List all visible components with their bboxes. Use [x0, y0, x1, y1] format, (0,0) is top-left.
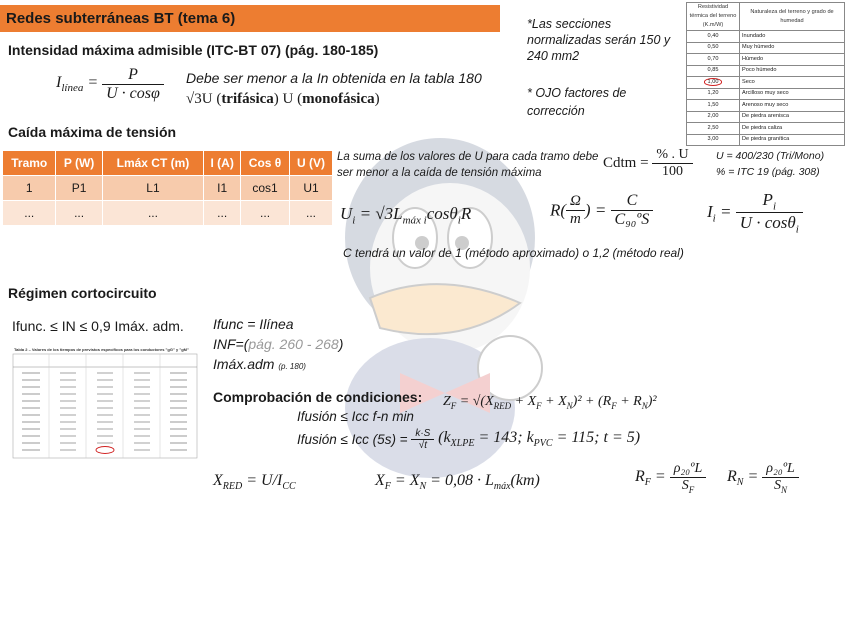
col-header: I (A): [204, 151, 240, 175]
fusion-condition-2: Ifusión ≤ Icc (5s) = $\frac{k\cdot S}{√t}$ ($k_{XLPE} = 143$; $k_{PVC} = 115$; t = 5): [297, 428, 641, 451]
zf-formula: $Z_F = √(X_{RED} + X_F + X_N)^2 + (R_F + R_N)^2$: [443, 394, 657, 411]
terrain-type: Arcilloso muy seco: [740, 88, 845, 100]
resistivity-value: 2,00: [687, 111, 740, 123]
resistivity-table: [686, 2, 845, 146]
terrain-type: De piedra arenisca: [740, 111, 845, 123]
sections-note: *Las secciones normalizadas serán 150 y 240 mm2: [527, 17, 671, 63]
terrain-type: Inundado: [740, 31, 845, 43]
c-value-note: C tendrá un valor de 1 (método aproximado) o 1,2 (método real): [343, 246, 684, 260]
highlight-circle: [96, 447, 114, 454]
resistivity-row: [687, 134, 845, 146]
xf-formula: $X_F = X_N = 0,08 \cdot L_{máx}(km)$: [375, 472, 540, 493]
resistivity-row: [687, 31, 845, 43]
intensity-note-line2: √3U (trifásica) U (monofásica): [186, 91, 380, 107]
table-cell: P1: [56, 176, 101, 200]
col-header: Tramo: [3, 151, 55, 175]
title-bar: [0, 5, 500, 32]
fuse-times-table-image: [12, 345, 198, 459]
ifunc-rule: Ifunc. ≤ IN ≤ 0,9 Imáx. adm.: [12, 318, 184, 334]
page-title: Redes subterráneas BT (tema 6): [6, 10, 236, 27]
resistivity-header-cell: Naturaleza del terreno y grado de humedad: [740, 3, 845, 31]
voltage-note: U = 400/230 (Tri/Mono): [716, 150, 825, 162]
conditions-heading: Comprobación de condiciones:: [213, 389, 423, 405]
correction-factors-note: * OJO factores de corrección: [527, 86, 627, 118]
rf-formula: $R_F$ = $\frac{\text{ρ₂₀ºL}}{S_F}$: [635, 461, 706, 495]
rn-formula: $R_N$ = $\frac{\text{ρ₂₀ºL}}{S_N}$: [727, 461, 799, 495]
voltage-drop-header-row: [3, 151, 332, 175]
resistivity-row: [687, 77, 845, 89]
inf-note: INF=(pág. 260 - 268): [213, 336, 344, 352]
ui-formula: $U_i = √3L_{máx i}\cos\theta_iR$: [340, 204, 472, 227]
table-row: [3, 201, 332, 225]
table-cell: L1: [103, 176, 204, 200]
table-cell: U1: [290, 176, 332, 200]
resistivity-header-row: [687, 3, 845, 31]
voltage-drop-heading: Caída máxima de tensión: [8, 124, 177, 140]
col-header: Lmáx CT (m): [103, 151, 204, 175]
intensity-heading: Intensidad máxima admisible (ITC-BT 07) (pág. 180-185): [8, 42, 379, 58]
sum-note: La suma de los valores de U para cada tramo debe ser menor a la caída de tensión máxima: [337, 151, 599, 179]
resistivity-header-cell: Resistividad térmica del terreno (K.m/W): [687, 3, 740, 31]
current-formula: $I_i$ = $\frac{P_i}{U \cdot \cos\theta_i}$: [707, 190, 803, 236]
table-row: [3, 176, 332, 200]
fusion-condition-1: Ifusión ≤ Icc f-n min: [297, 409, 414, 424]
table-cell: ...: [103, 201, 204, 225]
resistivity-row: [687, 100, 845, 112]
resistivity-value: 0,70: [687, 54, 740, 66]
terrain-type: De piedra caliza: [740, 123, 845, 135]
small-table-caption: Tabla 2 – Valores de los tiempos de previstos específicos para los conductores "gG" y "gM": [14, 347, 189, 352]
table-cell: 1: [3, 176, 55, 200]
resistivity-row: [687, 111, 845, 123]
table-cell: ...: [56, 201, 101, 225]
terrain-type: Muy húmedo: [740, 42, 845, 54]
highlight-circle: 1,00: [704, 78, 723, 86]
table-cell: cos1: [241, 176, 289, 200]
resistivity-value-highlighted: [687, 77, 740, 89]
col-header: U (V): [290, 151, 332, 175]
xred-formula: $X_{RED} = U/I_{CC}$: [213, 472, 296, 493]
cdtm-formula: Cdtm = $\frac{\% . U}{100}$: [603, 147, 693, 180]
col-header: P (W): [56, 151, 101, 175]
table-cell: ...: [204, 201, 240, 225]
resistivity-value: 0,40: [687, 31, 740, 43]
voltage-drop-table: [2, 150, 333, 226]
resistivity-row: [687, 65, 845, 77]
terrain-type: De piedra granítica: [740, 134, 845, 146]
intensity-formula: $I_{línea}$ = $\frac{P}{U \cdot \cos\varphi}$: [56, 66, 164, 103]
resistivity-value: 3,00: [687, 134, 740, 146]
resistivity-value: 0,50: [687, 42, 740, 54]
intensity-note-line1: Debe ser menor a la In obtenida en la tabla 180: [186, 70, 482, 86]
resistivity-value: 1,50: [687, 100, 740, 112]
resistivity-row: [687, 42, 845, 54]
table-cell: ...: [241, 201, 289, 225]
short-circuit-heading: Régimen cortocircuito: [8, 285, 157, 301]
terrain-type: Arenoso muy seco: [740, 100, 845, 112]
table-cell: ...: [290, 201, 332, 225]
terrain-type: Seco: [740, 77, 845, 89]
resistivity-row: [687, 54, 845, 66]
resistivity-value: 1,20: [687, 88, 740, 100]
terrain-type: Poco húmedo: [740, 65, 845, 77]
col-header: Cos θ: [241, 151, 289, 175]
resistivity-row: [687, 88, 845, 100]
resistivity-value: 2,50: [687, 123, 740, 135]
table-cell: ...: [3, 201, 55, 225]
resistivity-value: 0,85: [687, 65, 740, 77]
resistivity-row: [687, 123, 845, 135]
table-cell: I1: [204, 176, 240, 200]
percent-note: % = ITC 19 (pág. 308): [716, 166, 820, 178]
imax-note: Imáx.adm (p. 180): [213, 356, 306, 372]
terrain-type: Húmedo: [740, 54, 845, 66]
resistance-formula: R( $\frac{\Omega}{m}$ ) = $\frac{C}{\text{C₉₀ºS}}$: [550, 192, 653, 229]
ifunc-note: Ifunc = Ilínea: [213, 316, 294, 332]
